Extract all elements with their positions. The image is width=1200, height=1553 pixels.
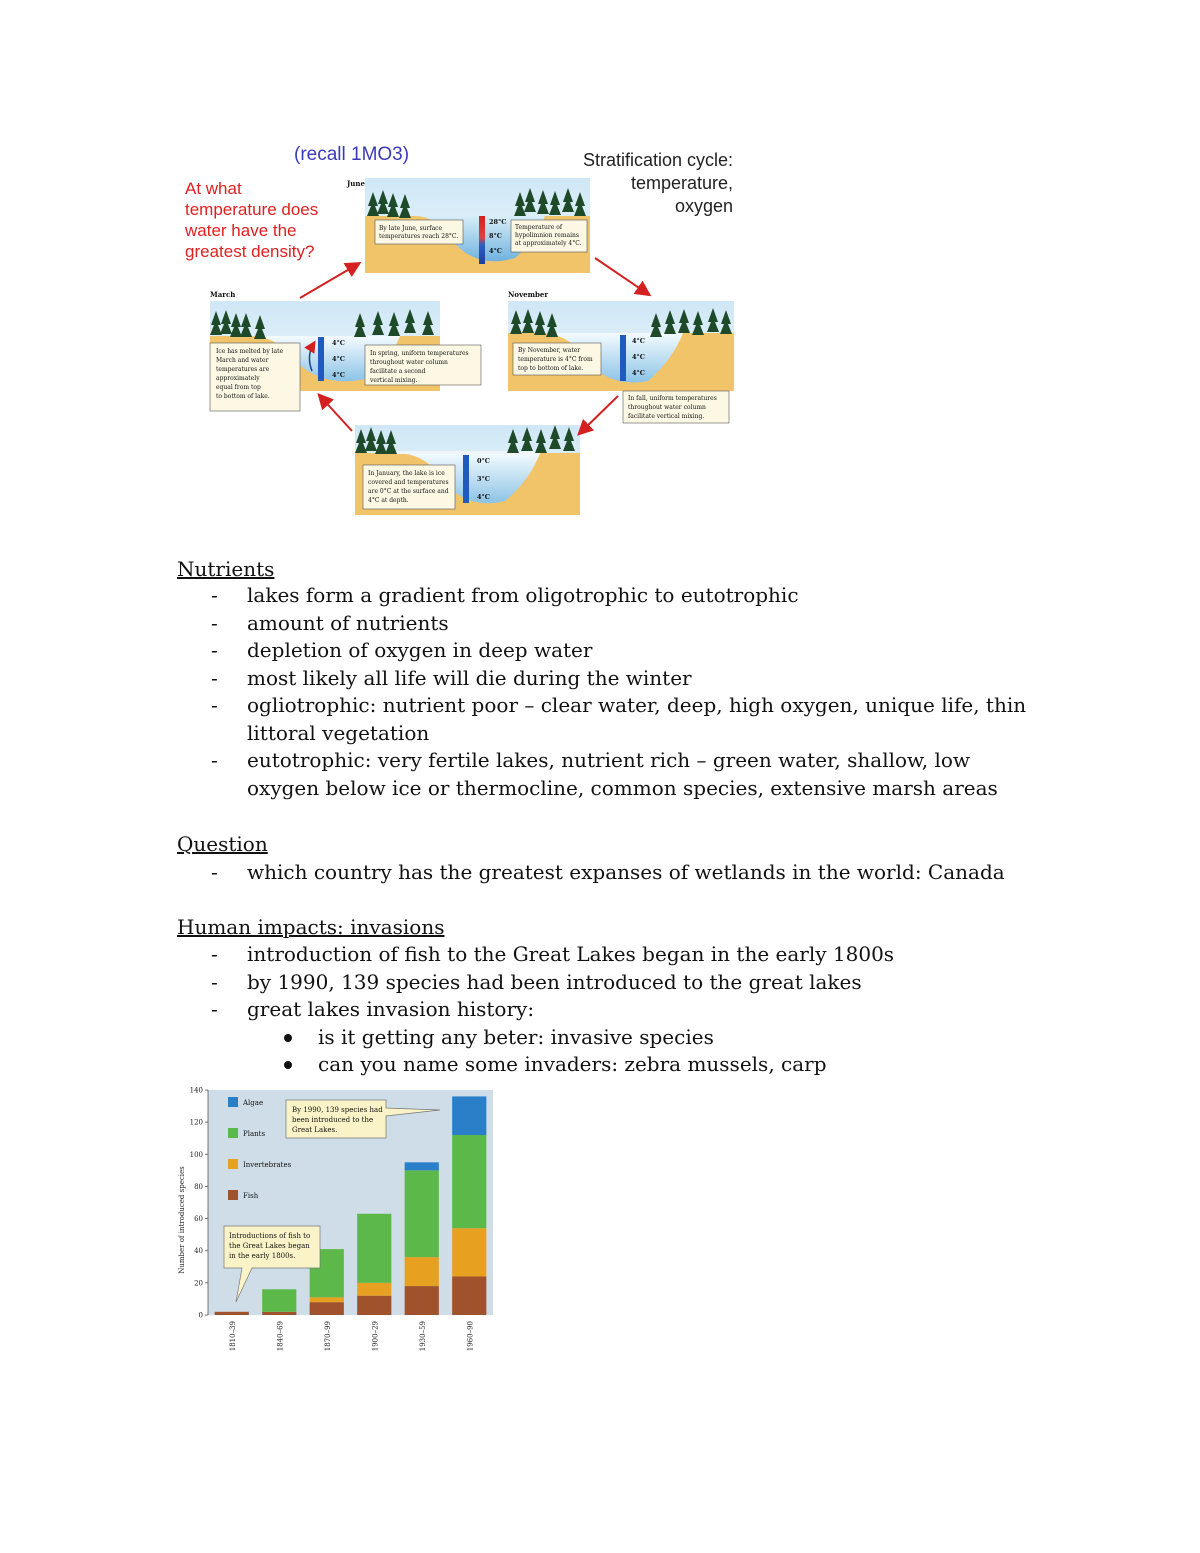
- svg-text:0°C: 0°C: [477, 457, 490, 465]
- bullet-icon: [284, 1034, 292, 1042]
- bar-segment-algae: [452, 1096, 486, 1135]
- invasion-history-chart: [172, 1080, 497, 1365]
- bar-segment-plants: [262, 1289, 296, 1312]
- svg-text:to bottom of lake.: to bottom of lake.: [216, 393, 270, 400]
- svg-text:Temperature of: Temperature of: [515, 224, 563, 231]
- svg-text:By late June, surface: By late June, surface: [379, 225, 443, 232]
- svg-text:hypolimnion remains: hypolimnion remains: [515, 232, 579, 239]
- svg-text:top to bottom of lake.: top to bottom of lake.: [518, 365, 584, 372]
- y-tick-label: 120: [189, 1118, 203, 1127]
- x-tick-label: 1840–69: [276, 1321, 285, 1352]
- list-item: - amount of nutrients: [211, 610, 449, 635]
- svg-text:oxygen: oxygen: [674, 196, 733, 216]
- question-list: [177, 859, 1037, 887]
- svg-text:4°C at depth.: 4°C at depth.: [368, 497, 409, 504]
- density-question: [184, 179, 318, 261]
- list-item: - introduction of fish to the Great Lakes began in the early 1800s: [211, 942, 895, 966]
- bar-segment-fish: [357, 1296, 391, 1315]
- svg-text:the Great Lakes began: the Great Lakes began: [229, 1242, 310, 1250]
- stratification-cycle-figure: [170, 138, 750, 523]
- list-item: - lakes form a gradient from oligotrophic to eutotrophic: [211, 583, 799, 607]
- legend-label: Invertebrates: [243, 1161, 292, 1169]
- bar-segment-fish: [262, 1312, 296, 1315]
- svg-text:throughout water column: throughout water column: [370, 359, 448, 366]
- legend-swatch: [228, 1097, 238, 1107]
- november-panel: [508, 290, 734, 423]
- bar-segment-plants: [357, 1214, 391, 1283]
- x-tick-label: 1870–99: [323, 1321, 332, 1352]
- human-impacts-heading: Human impacts: invasions: [177, 915, 445, 939]
- svg-text:28°C: 28°C: [489, 218, 507, 226]
- human-impacts-list: [177, 941, 1037, 1079]
- svg-text:temperature is 4°C from: temperature is 4°C from: [518, 356, 593, 363]
- svg-text:temperatures are: temperatures are: [216, 366, 270, 373]
- bar-segment-fish: [452, 1276, 486, 1315]
- svg-text:4°C: 4°C: [489, 247, 502, 255]
- legend-label: Plants: [243, 1130, 266, 1138]
- svg-text:in the early 1800s.: in the early 1800s.: [229, 1252, 296, 1260]
- y-tick-label: 0: [198, 1311, 203, 1320]
- svg-text:4°C: 4°C: [332, 339, 345, 347]
- nutrients-list: [177, 582, 1037, 802]
- legend-label: Fish: [243, 1192, 259, 1200]
- list-item: - great lakes invasion history:: [211, 997, 535, 1021]
- question-heading: Question: [177, 832, 268, 856]
- bar-segment-algae: [405, 1162, 439, 1170]
- svg-text:been introduced to the: been introduced to the: [292, 1116, 374, 1124]
- y-tick-label: 100: [189, 1150, 203, 1159]
- svg-text:Ice has melted by late: Ice has melted by late: [216, 348, 284, 355]
- x-tick-label: 1960–90: [466, 1321, 475, 1352]
- march-label: March: [210, 290, 236, 299]
- bar-segment-invertebrates: [405, 1257, 439, 1286]
- y-tick-label: 40: [194, 1247, 203, 1256]
- svg-text:greatest density?: greatest density?: [185, 242, 315, 261]
- svg-text:4°C: 4°C: [332, 355, 345, 363]
- nutrients-heading: Nutrients: [177, 557, 275, 581]
- svg-text:March and water: March and water: [216, 357, 269, 364]
- svg-text:covered and temperatures: covered and temperatures: [368, 479, 449, 486]
- svg-text:8°C: 8°C: [489, 232, 502, 240]
- svg-text:4°C: 4°C: [632, 369, 645, 377]
- bar-segment-fish: [310, 1302, 344, 1315]
- list-item: - ogliotrophic: nutrient poor – clear water, deep, high oxygen, unique life, thin littoral vegetation: [211, 693, 1027, 745]
- svg-text:3°C: 3°C: [477, 475, 490, 483]
- svg-text:Stratification cycle:: Stratification cycle:: [582, 150, 733, 170]
- list-item: - which country has the greatest expanses of wetlands in the world: Canada: [211, 860, 1005, 884]
- january-panel: [355, 425, 580, 515]
- bar-segment-invertebrates: [310, 1297, 344, 1302]
- legend-label: Algae: [243, 1099, 264, 1107]
- svg-text:Introductions of fish to: Introductions of fish to: [229, 1232, 311, 1240]
- list-item: - eutotrophic: very fertile lakes, nutrient rich – green water, shallow, low oxygen below ice or thermocline, common species, extensive marsh areas: [211, 748, 998, 800]
- svg-text:By November, water: By November, water: [518, 347, 581, 354]
- svg-text:temperatures reach 28°C.: temperatures reach 28°C.: [379, 233, 459, 240]
- bar-segment-fish: [405, 1286, 439, 1315]
- svg-text:Great Lakes.: Great Lakes.: [292, 1126, 338, 1134]
- y-axis-label: Number of introduced species: [178, 1166, 186, 1274]
- y-tick-label: 60: [194, 1215, 203, 1224]
- svg-text:4°C: 4°C: [632, 337, 645, 345]
- svg-text:throughout water column: throughout water column: [628, 404, 706, 411]
- june-label: June: [347, 179, 365, 188]
- recall-note: (recall 1MO3): [294, 144, 410, 165]
- list-item: - most likely all life will die during the winter: [211, 665, 692, 690]
- bar-segment-plants: [452, 1135, 486, 1228]
- bar-segment-invertebrates: [357, 1283, 391, 1296]
- svg-text:are 0°C at the surface and: are 0°C at the surface and: [368, 488, 449, 495]
- figure-title: [583, 150, 733, 216]
- bar-segment-fish: [215, 1312, 249, 1315]
- svg-text:In spring, uniform temperature: In spring, uniform temperatures: [370, 350, 469, 357]
- svg-text:water have the: water have the: [185, 221, 297, 240]
- list-item: - depletion of oxygen in deep water: [211, 638, 593, 662]
- svg-text:In fall, uniform temperatures: In fall, uniform temperatures: [628, 395, 717, 402]
- svg-text:In January, the lake is ice: In January, the lake is ice: [368, 470, 445, 477]
- svg-text:equal from top: equal from top: [216, 384, 261, 391]
- sub-list-item: is it getting any beter: invasive species: [177, 1024, 1037, 1052]
- bar-segment-plants: [405, 1170, 439, 1257]
- november-label: November: [508, 290, 549, 299]
- legend-swatch: [228, 1128, 238, 1138]
- svg-text:At what: At what: [185, 179, 242, 198]
- x-tick-label: 1930–59: [418, 1321, 427, 1352]
- svg-text:facilitate vertical mixing.: facilitate vertical mixing.: [628, 413, 705, 420]
- svg-text:facilitate a second: facilitate a second: [370, 368, 426, 375]
- march-panel: [210, 290, 481, 411]
- y-tick-label: 140: [189, 1086, 203, 1095]
- x-tick-label: 1900–29: [371, 1321, 380, 1352]
- svg-text:at approximately 4°C.: at approximately 4°C.: [515, 240, 582, 247]
- y-tick-label: 20: [194, 1279, 203, 1288]
- svg-text:temperature does: temperature does: [185, 200, 319, 219]
- svg-text:temperature,: temperature,: [630, 173, 733, 193]
- sub-list-item: can you name some invaders: zebra mussels, carp: [177, 1051, 1037, 1079]
- svg-text:4°C: 4°C: [477, 493, 490, 501]
- svg-text:By 1990, 139 species had: By 1990, 139 species had: [292, 1106, 383, 1114]
- legend-swatch: [228, 1159, 238, 1169]
- june-panel: [346, 178, 590, 273]
- legend-swatch: [228, 1190, 238, 1200]
- x-tick-label: 1810–39: [228, 1321, 237, 1352]
- bar-segment-invertebrates: [452, 1228, 486, 1276]
- svg-text:vertical mixing.: vertical mixing.: [370, 377, 418, 384]
- list-item: - by 1990, 139 species had been introduced to the great lakes: [211, 969, 862, 994]
- bullet-icon: [284, 1061, 292, 1069]
- y-tick-label: 80: [194, 1182, 203, 1191]
- svg-text:4°C: 4°C: [332, 371, 345, 379]
- svg-text:4°C: 4°C: [632, 353, 645, 361]
- svg-text:approximately: approximately: [216, 375, 260, 382]
